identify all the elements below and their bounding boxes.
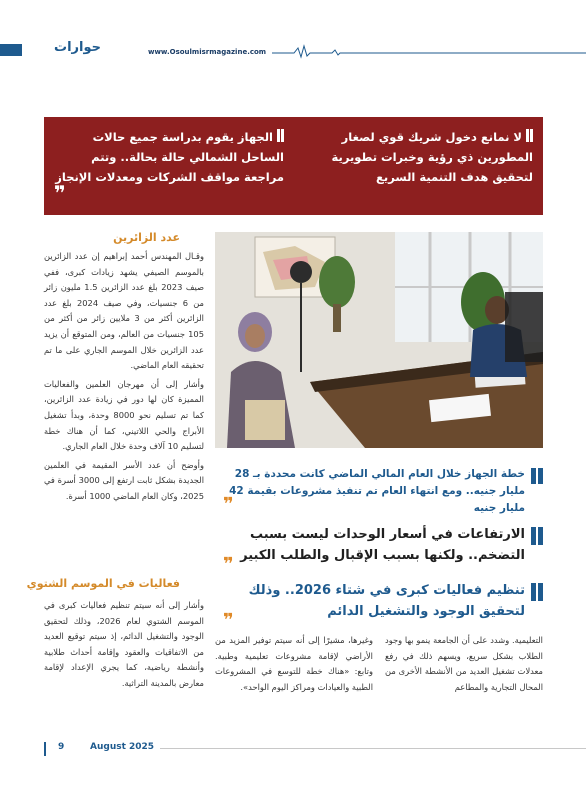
paragraph: وقـال المهندس أحمد إبراهيم إن عدد الزائرين بالموسم الصيفي يشهد زيادات كبرى، ففي صيف 2023 بلغ عدد الزائرين 1.5 مليون زائر من 6 جنسيات، وفي صيف 2024 بلغ عدد الزائرين أكثر من 3 ملايين زائر من أكثر من 105 جنسيات من العالم، ومن المتوقع أن يزيد عدد الزائرين خلال الموسم الجاري على ما تم تحقيقه العام الماضي. <box>44 251 205 371</box>
pullquote-budget <box>215 466 543 515</box>
pullquote-prices <box>215 524 543 575</box>
footer-divider <box>160 748 586 749</box>
quote-bar-icon <box>538 527 543 545</box>
quote-banner <box>44 117 543 215</box>
quote-bar-icon <box>277 129 284 142</box>
paragraph: التعليمية. وشدد على أن الجامعة ينمو بها وجود الطلاب بشكل سريع، ويسهم ذلك في رفع معدلات تشغيل العديد من الأنشطة الأخرى من المحال التجارية والمطاعم <box>385 635 543 692</box>
paragraph: وأوضح أن عدد الأسر المقيمة في العلمين الجديدة بشكل ثابت ارتفع إلى 3000 أسرة في 2025، وكان العام الماضي 1000 أسرة. <box>44 459 204 501</box>
banner-quote-left: الجهاز يقوم بدراسة جميع حالات الساحل الشمالي حالة بحالة.. وتتم مراجعة مواقف الشركات ومعدلات الإنجاز ❞ <box>54 130 284 205</box>
pullquote-budget-text: خطة الجهاز خلال العام المالي الماضي كانت محددة بـ 28 مليار جنيه.. ومع انتهاء العام تم تنفيذ مشروعات بقيمة 42 مليار جنيه <box>229 468 525 514</box>
section-title: حوارات <box>54 40 101 55</box>
paragraph: وغيرها، مشيرًا إلى أنه سيتم توفير المزيد من الأراضي لإقامة مشروعات تعليمية وطبية. وتابع: «هناك خطة للتوسع في المشروعات الطبية والعيادات ومراكز اليوم الواحد». <box>215 635 373 692</box>
closing-quote-icon: ❞ <box>223 554 234 575</box>
bottom-column-middle <box>215 633 373 698</box>
quote-bar-icon <box>538 583 543 601</box>
interview-photo <box>215 232 543 448</box>
closing-quote-icon: ❞ <box>223 610 234 631</box>
heartbeat-line <box>272 44 586 60</box>
paragraph: وأشار إلى أنه سيتم تنظيم فعاليات كبرى في الموسم الشتوي لعام 2026، وذلك لتحقيق الوجود والتشغيل الدائم، إذ سيتم توقيع العديد من الاتفاقيات والعقود وإقامة أحداث طلابية وأنشطة رياضية، كما يجري الإعداد لإقامة معارض بالمدينة التراثية. <box>44 600 204 688</box>
footer-accent-bar <box>44 742 46 756</box>
magazine-url[interactable]: www.Osoulmisrmagazine.com <box>148 48 267 56</box>
banner-quote-right: لا نمانع دخول شريك قوي لصغار المطورين ذي رؤية وخبرات تطويرية لتحقيق هدف التنمية السريع <box>331 130 533 184</box>
pullquote-winter <box>215 580 543 631</box>
pullquote-winter-text: تنظيم فعاليات كبرى في شتاء 2026.. وذلك لتحقيق الوجود والتشغيل الدائم <box>248 583 525 619</box>
header-accent-bar <box>0 44 22 56</box>
visitors-text <box>44 249 204 508</box>
issue-date: August 2025 <box>90 742 155 752</box>
visitors-heading: عدد الزائرين <box>113 231 180 244</box>
paragraph: وأشار إلى أن مهرجان العلمين والفعاليات المميزة كان لها دور في زيادة عدد الزائرين، كما تم تسليم نحو 8000 وحدة، وبدأ تشغيل الأبراج والحي اللاتيني، كما أن هناك خطة لتسليم 10 آلاف وحدة خلال العام الجاري. <box>44 378 204 452</box>
bottom-column-right <box>385 633 543 698</box>
quote-bar-icon <box>526 129 533 142</box>
winter-text <box>44 598 204 695</box>
closing-quote-icon: ❞ <box>54 181 66 205</box>
page-number: 9 <box>58 742 65 752</box>
office-illustration <box>215 232 543 448</box>
closing-quote-icon: ❞ <box>223 494 234 515</box>
quote-bar-icon <box>538 468 543 484</box>
winter-heading: فعاليات في الموسم الشتوي <box>26 577 180 590</box>
pullquote-prices-text: الارتفاعات في أسعار الوحدات ليست بسبب التضخم.. ولكنها بسبب الإقبال والطلب الكبير <box>240 527 525 563</box>
